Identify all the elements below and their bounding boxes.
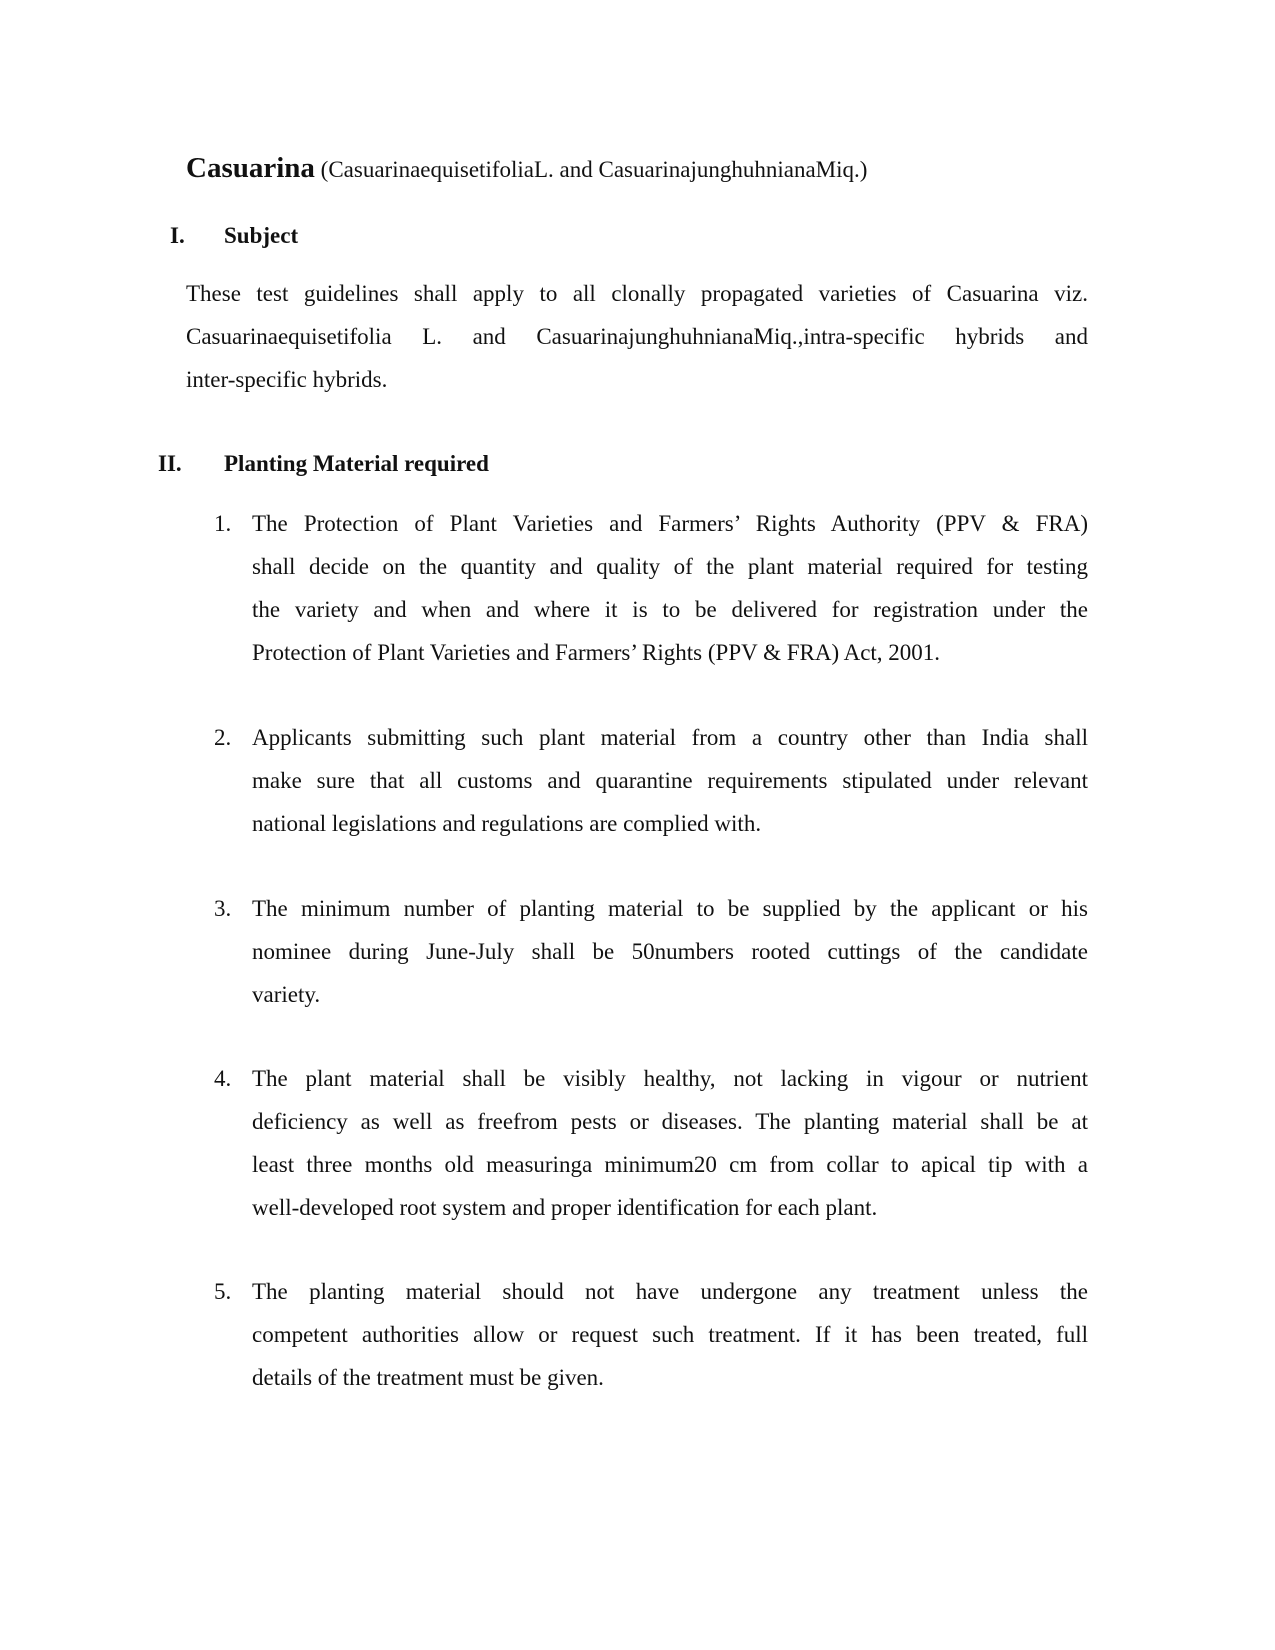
paragraph-line: Applicants submitting such plant material from a country other than India shall: [252, 725, 1088, 750]
paragraph-line: shall decide on the quantity and quality of the plant material required for testing: [252, 554, 1088, 579]
list-item-body: [252, 502, 1088, 674]
paragraph-line: national legislations and regulations are complied with.: [252, 811, 762, 836]
paragraph-line: The planting material should not have undergone any treatment unless the: [252, 1279, 1088, 1304]
paragraph-line: deficiency as well as freefrom pests or diseases. The planting material shall be at: [252, 1109, 1088, 1134]
title-species: (CasuarinaequisetifoliaL. and CasuarinajunghuhnianaMiq.): [314, 157, 868, 182]
paragraph-line: least three months old measuringa minimum20 cm from collar to apical tip with a: [252, 1152, 1088, 1177]
paragraph-line: competent authorities allow or request such treatment. If it has been treated, full: [252, 1322, 1088, 1347]
paragraph-line: inter-specific hybrids.: [186, 367, 388, 392]
list-item-body: [252, 716, 1088, 845]
section-heading-text: Planting Material required: [224, 451, 489, 476]
list-item-number: 1.: [214, 511, 232, 536]
section-numeral: I.: [170, 223, 185, 248]
list-item-number: 4.: [214, 1066, 232, 1091]
subject-paragraph: [186, 272, 1088, 401]
paragraph-line: make sure that all customs and quarantine requirements stipulated under relevant: [252, 768, 1088, 793]
paragraph-line: details of the treatment must be given.: [252, 1365, 604, 1390]
paragraph-line: Protection of Plant Varieties and Farmers’ Rights (PPV & FRA) Act, 2001.: [252, 640, 941, 665]
paragraph-line: well-developed root system and proper identification for each plant.: [252, 1195, 878, 1220]
list-item-number: 3.: [214, 896, 232, 921]
section-heading-subject: [170, 221, 298, 251]
document-title: [186, 150, 867, 188]
paragraph-line: the variety and when and where it is to be delivered for registration under the: [252, 597, 1088, 622]
paragraph-line: The minimum number of planting material to be supplied by the applicant or his: [252, 896, 1088, 921]
paragraph-line: The plant material shall be visibly healthy, not lacking in vigour or nutrient: [252, 1066, 1088, 1091]
paragraph-line: Casuarinaequisetifolia L. and CasuarinajunghuhnianaMiq.,intra-specific hybrids and: [186, 324, 1088, 349]
paragraph-line: nominee during June-July shall be 50numbers rooted cuttings of the candidate: [252, 939, 1088, 964]
paragraph-line: variety.: [252, 982, 321, 1007]
paragraph-line: The Protection of Plant Varieties and Farmers’ Rights Authority (PPV & FRA): [252, 511, 1088, 536]
title-genus: Casuarina: [186, 152, 315, 184]
section-heading-planting-material: [158, 449, 489, 479]
list-item-body: [252, 1057, 1088, 1229]
section-heading-text: Subject: [224, 223, 299, 248]
section-numeral: II.: [158, 451, 182, 476]
list-item-body: [252, 887, 1088, 1016]
list-item-number: 5.: [214, 1279, 232, 1304]
paragraph-line: These test guidelines shall apply to all clonally propagated varieties of Casuarina viz.: [186, 281, 1088, 306]
list-item-number: 2.: [214, 725, 232, 750]
list-item-body: [252, 1270, 1088, 1399]
